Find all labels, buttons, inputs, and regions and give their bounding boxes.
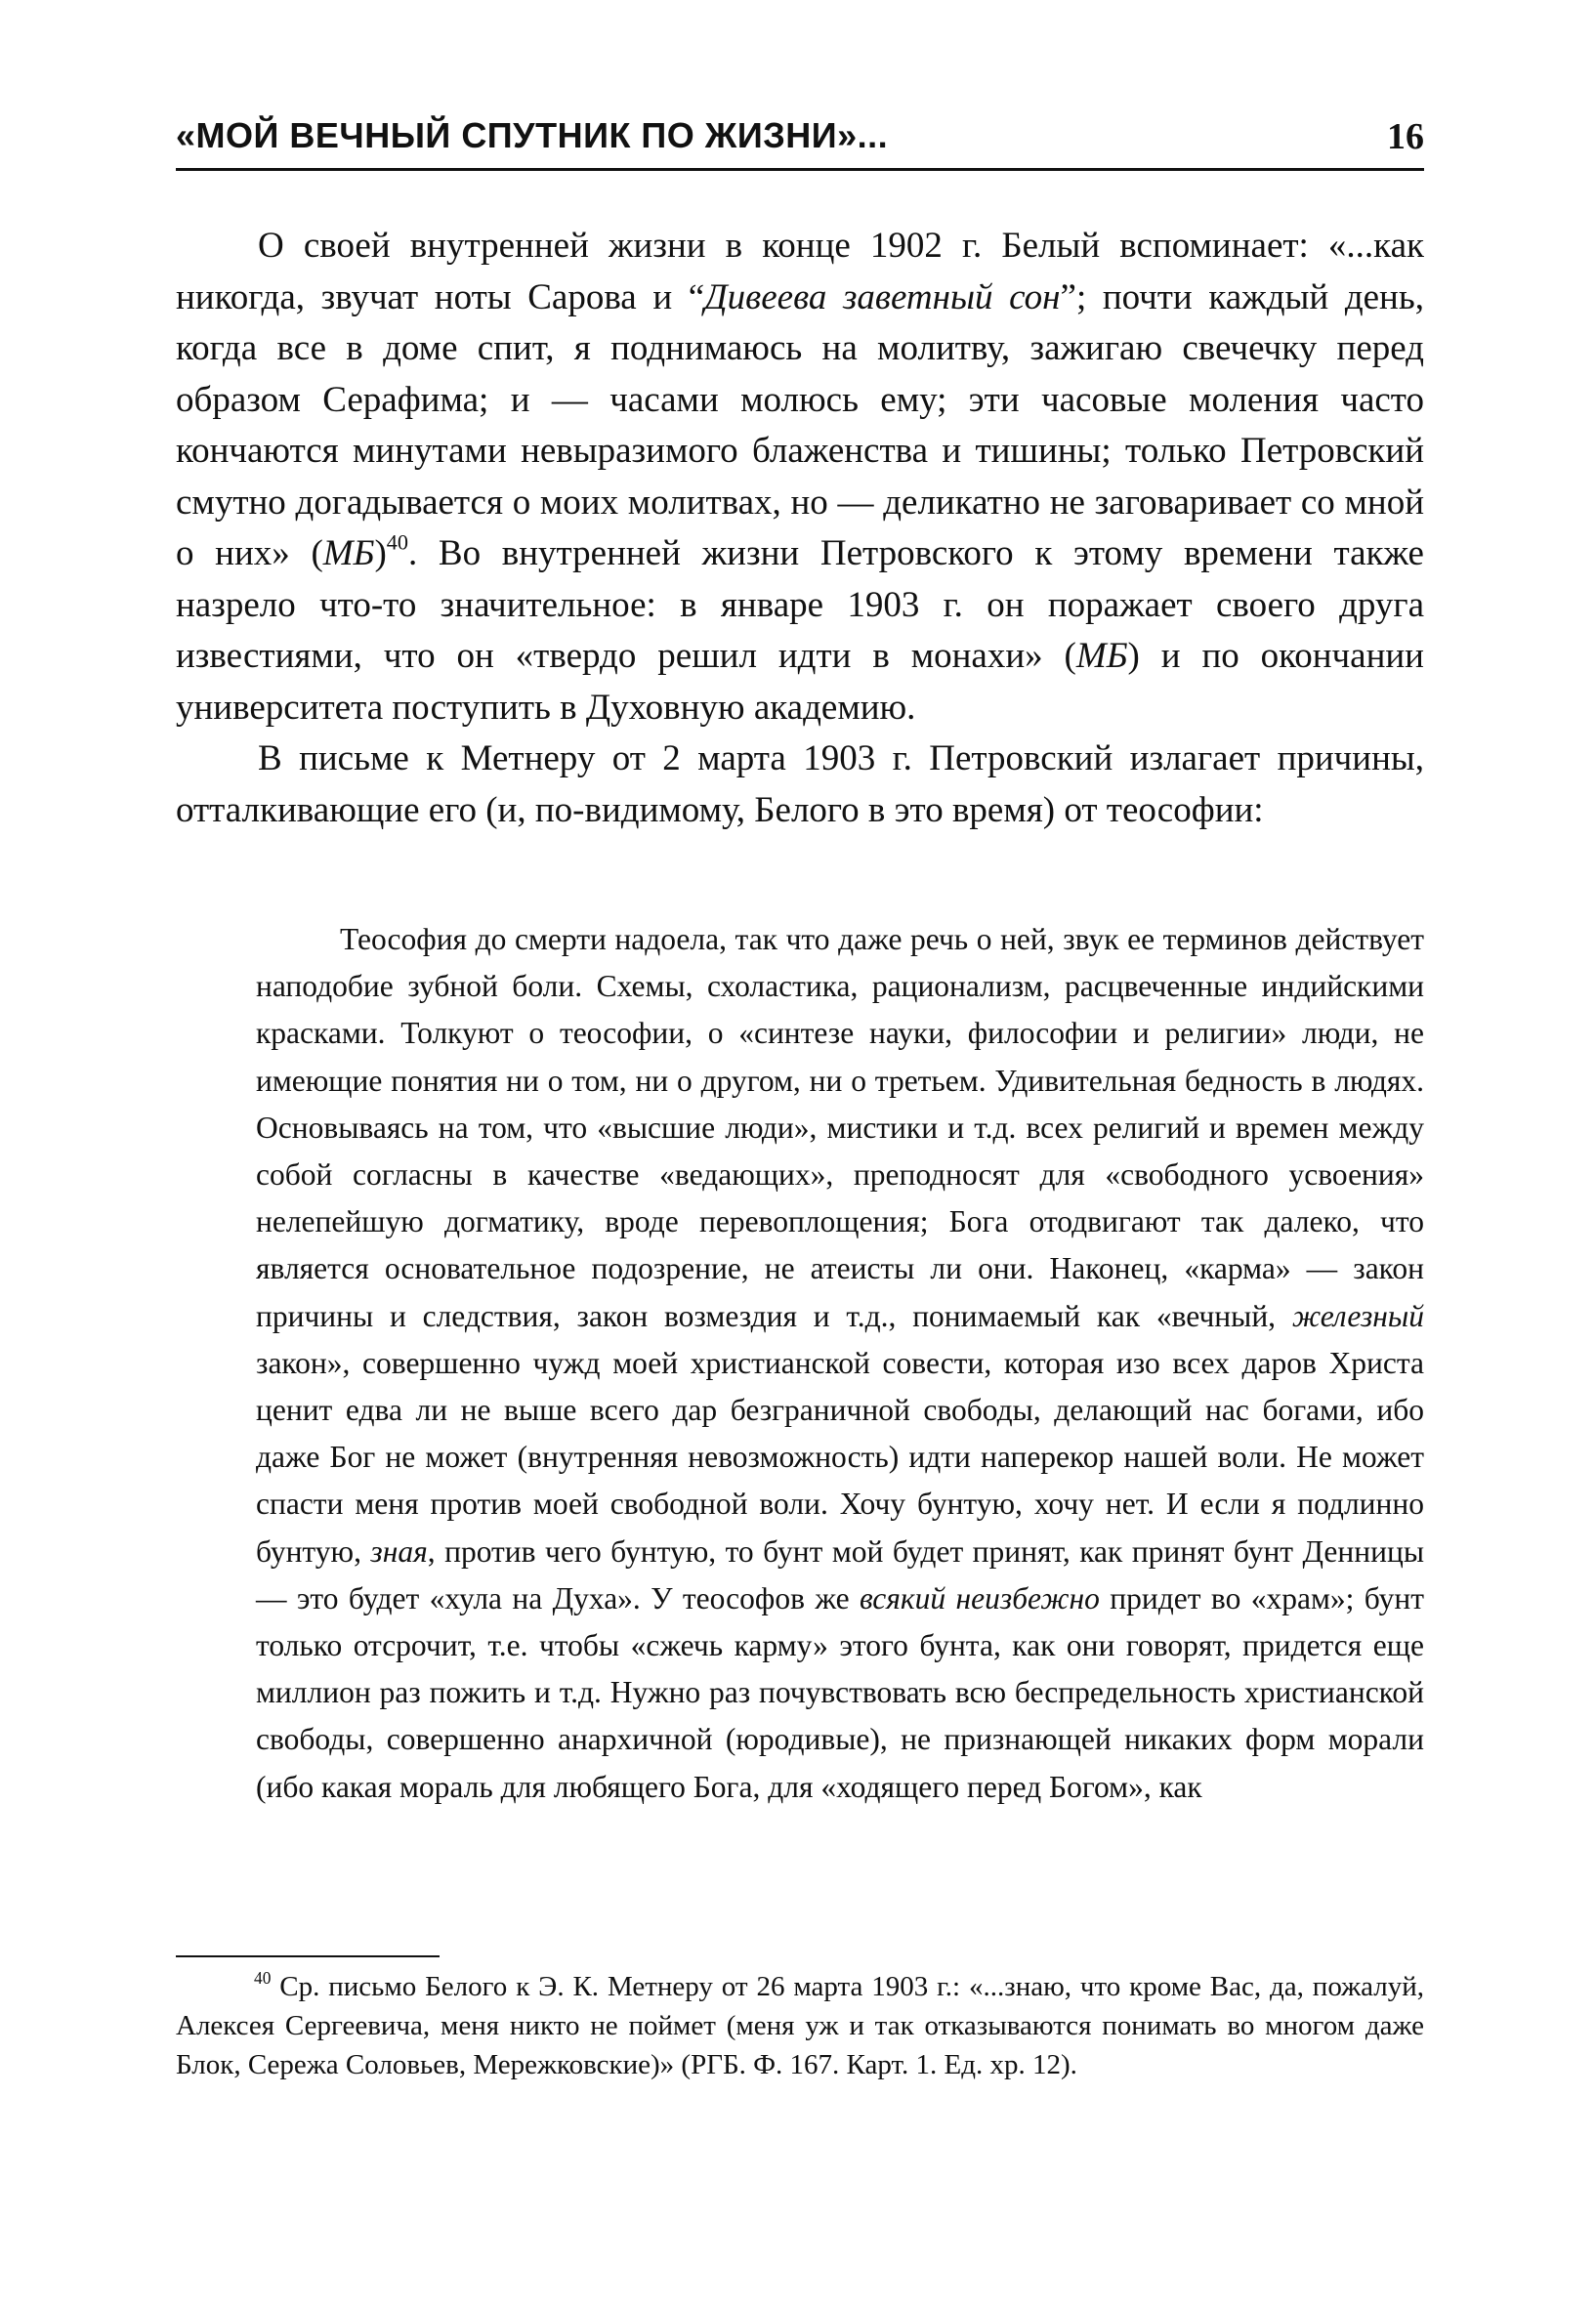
- quote-text-3: , против чего бунтую, то бунт мой будет принят, как принят бунт Денницы — это будет «хула на Духа». У теософов же: [256, 1533, 1424, 1615]
- quote-text-2: закон», совершенно чужд моей христианской совести, которая изо всех даров Христа ценит едва ли не выше всего дар безграничной свободы, делающий нас богами, ибо даже Бог не может (внутренняя невозможность) идти наперекор нашей воли. Не может спасти меня против моей свободной воли. Хочу бунтую, хочу нет. И если я подлинно бунтую,: [256, 1345, 1424, 1569]
- paragraph-1-abbr-mb-2: МБ: [1075, 636, 1128, 676]
- header-rule: [176, 168, 1424, 171]
- running-header: [176, 115, 1424, 170]
- running-header-title: «МОЙ ВЕЧНЫЙ СПУТНИК ПО ЖИЗНИ»...: [176, 115, 889, 155]
- quote-text-4: придет во «храм»; бунт только отсрочит, т.е. чтобы «сжечь карму» этого бунта, как они говорят, придется еще миллион раз пожить и т.д. Нужно раз почувствовать всю беспредельность христианской свободы, совершенно анархичной (юродивые), не признающей никаких форм морали (ибо какая мораль для любящего Бога, для «ходящего перед Богом», как: [256, 1580, 1424, 1804]
- footnote-rule: [176, 1955, 440, 1957]
- quote-italic-2: зная: [370, 1533, 428, 1569]
- paragraph-1-text-4: . Во внутренней жизни Петровского к этому времени также назрело что-то значительное: в январе 1903 г. он поражает своего друга известиями, что он «твердо решил идти в монахи» (: [176, 533, 1424, 676]
- paragraph-1: [176, 221, 1424, 734]
- paragraph-1-abbr-mb-1: МБ: [322, 533, 375, 573]
- paragraph-1-text-2: ”; почти каждый день, когда все в доме спит, я поднимаюсь на молитву, зажигаю свечечку перед образом Серафима; и — часами молюсь ему; эти часовые моления часто кончаются минутами невыразимого блаженства и тишины; только Петровский смутно догадывается о моих молитвах, но — деликатно не заговаривает со мной о них» (: [176, 276, 1424, 573]
- footnote-number: 40: [254, 1967, 272, 1988]
- paragraph-1-italic-title: Дивеева заветный сон: [704, 276, 1061, 317]
- footnote-text: Ср. письмо Белого к Э. К. Метнеру от 26 марта 1903 г.: «...знаю, что кроме Вас, да, пожалуй, Алексея Сергеевича, меня никто не поймет (меня уж и так отказываются понимать во многом даже Блок, Сережа Соловьев, Мережковские)» (РГБ. Ф. 167. Карт. 1. Ед. хр. 12).: [176, 1971, 1424, 2080]
- quote-paragraph: [256, 916, 1424, 1811]
- footnote-reference[interactable]: 40: [386, 529, 408, 555]
- quote-text-1: Теософия до смерти надоела, так что даже речь о ней, звук ее терминов действует наподобие зубной боли. Схемы, схоластика, рационализм, расцвеченные индийскими красками. Толкуют о теософии, о «синтезе науки, философии и религии» люди, не имеющие понятия ни о том, ни о другом, ни о третьем. Удивительная бедность в людях. Основываясь на том, что «высшие люди», мистики и т.д. всех религий и времен между собой согласны в качестве «ведающих», преподносят для «свободного усвоения» нелепейшую догматику, вроде перевоплощения; Бога отодвигают так далеко, что является основательное подозрение, не атеисты ли они. Наконец, «карма» — закон причины и следствия, закон возмездия и т.д., понимаемый как «вечный,: [256, 922, 1424, 1333]
- footnote-paragraph: [176, 1967, 1424, 2084]
- paragraph-1-text-5: ) и по окончании университета поступить в Духовную академию.: [176, 636, 1424, 728]
- quote-italic-1: железный: [1291, 1298, 1424, 1333]
- quote-italic-3: всякий неизбежно: [860, 1580, 1100, 1615]
- footnote: [176, 1967, 1424, 2084]
- main-text: [176, 221, 1424, 836]
- paragraph-1-text-1: О своей внутренней жизни в конце 1902 г. Белый вспоминает: «...как никогда, звучат ноты Сарова и “: [176, 226, 1424, 317]
- page-number: 16: [1387, 116, 1424, 157]
- block-quote: [256, 916, 1424, 1811]
- paragraph-2: В письме к Метнеру от 2 марта 1903 г. Петровский излагает причины, отталкивающие его (и, по-видимому, Белого в это время) от теософии:: [176, 738, 1424, 830]
- paragraph-1-text-3: ): [374, 533, 387, 573]
